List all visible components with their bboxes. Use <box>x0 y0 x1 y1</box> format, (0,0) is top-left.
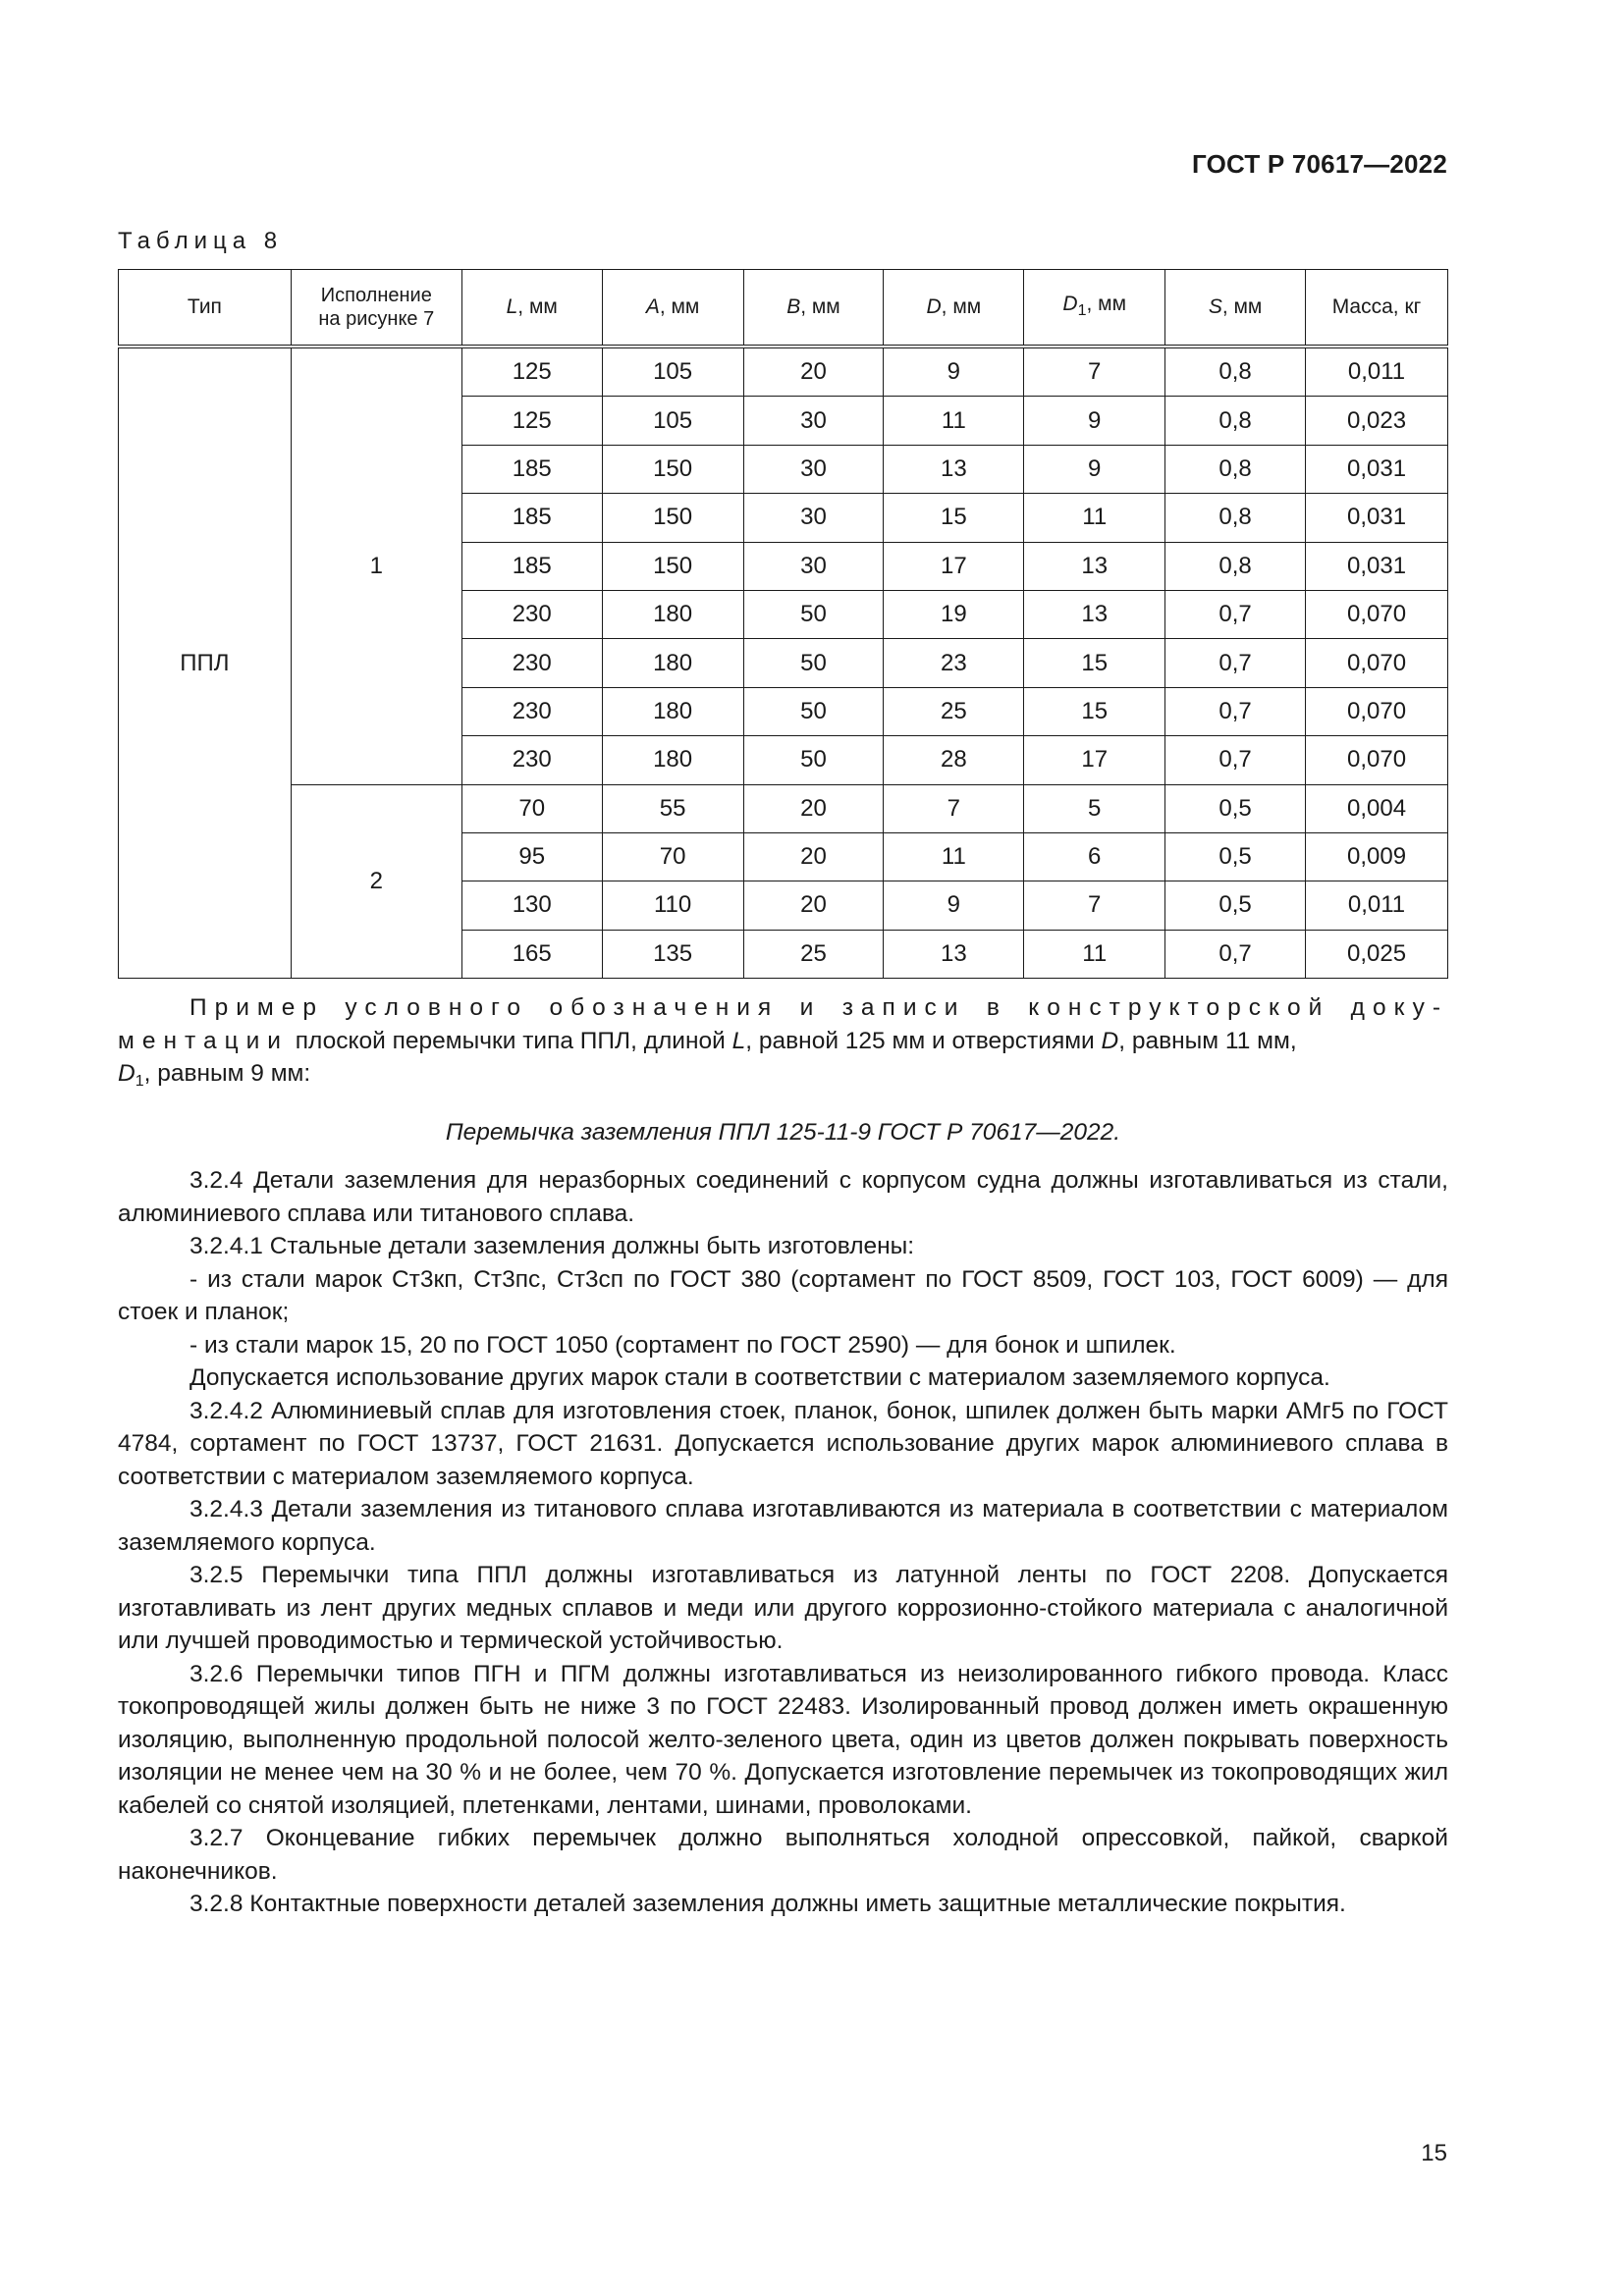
cell-d: 7 <box>884 784 1024 832</box>
cell-b: 50 <box>743 687 884 735</box>
cell-mass: 0,031 <box>1306 494 1448 542</box>
cell-a: 55 <box>602 784 743 832</box>
table-row <box>119 784 1448 832</box>
cell-mass: 0,011 <box>1306 347 1448 397</box>
cell-s: 0,5 <box>1165 881 1306 930</box>
table-caption: Таблица 8 <box>118 228 284 254</box>
cell-l: 185 <box>461 445 602 493</box>
cell-d1: 11 <box>1024 494 1165 542</box>
cell-a: 180 <box>602 687 743 735</box>
cell-execution: 2 <box>291 784 461 979</box>
cell-mass: 0,070 <box>1306 687 1448 735</box>
example-lead: Пример условного обозначения и записи в конструкторской доку- <box>189 994 1448 1021</box>
cell-b: 50 <box>743 639 884 687</box>
cell-l: 130 <box>461 881 602 930</box>
cell-d1: 9 <box>1024 397 1165 445</box>
cell-d: 23 <box>884 639 1024 687</box>
cell-b: 30 <box>743 397 884 445</box>
cell-d1: 15 <box>1024 639 1165 687</box>
cell-d: 28 <box>884 736 1024 784</box>
cell-mass: 0,070 <box>1306 590 1448 638</box>
cell-b: 20 <box>743 881 884 930</box>
cell-l: 125 <box>461 397 602 445</box>
cell-s: 0,5 <box>1165 832 1306 881</box>
cell-d1: 7 <box>1024 347 1165 397</box>
cell-l: 185 <box>461 542 602 590</box>
cell-a: 110 <box>602 881 743 930</box>
cell-l: 70 <box>461 784 602 832</box>
cell-a: 150 <box>602 542 743 590</box>
cell-d: 9 <box>884 347 1024 397</box>
table-row <box>119 347 1448 397</box>
cell-d1: 9 <box>1024 445 1165 493</box>
cell-a: 105 <box>602 347 743 397</box>
cell-d1: 13 <box>1024 590 1165 638</box>
cell-d: 19 <box>884 590 1024 638</box>
cell-d1: 17 <box>1024 736 1165 784</box>
header-S: S, мм <box>1165 270 1306 347</box>
cell-d1: 7 <box>1024 881 1165 930</box>
cell-b: 30 <box>743 494 884 542</box>
cell-a: 180 <box>602 590 743 638</box>
cell-d: 11 <box>884 832 1024 881</box>
cell-s: 0,5 <box>1165 784 1306 832</box>
cell-a: 150 <box>602 445 743 493</box>
cell-s: 0,8 <box>1165 347 1306 397</box>
cell-s: 0,7 <box>1165 639 1306 687</box>
paragraph-3-2-4-3: 3.2.4.3 Детали заземления из титанового сплава изготавливаются из материала в соответствии с материалом заземляемого корпуса. <box>118 1496 1448 1556</box>
example-text: ментации плоской перемычки типа ППЛ, длиной L, равной 125 мм и отверстиями D, равным 11 мм, $D_1$, равным 9 мм: <box>118 1027 1297 1090</box>
cell-l: 230 <box>461 590 602 638</box>
document-code: ГОСТ Р 70617—2022 <box>1192 149 1447 179</box>
cell-mass: 0,009 <box>1306 832 1448 881</box>
cell-l: 230 <box>461 687 602 735</box>
header-A: A, мм <box>602 270 743 347</box>
cell-b: 20 <box>743 347 884 397</box>
cell-mass: 0,031 <box>1306 542 1448 590</box>
cell-l: 165 <box>461 930 602 978</box>
cell-d1: 11 <box>1024 930 1165 978</box>
cell-s: 0,8 <box>1165 445 1306 493</box>
cell-d1: 13 <box>1024 542 1165 590</box>
cell-mass: 0,070 <box>1306 639 1448 687</box>
cell-d1: 6 <box>1024 832 1165 881</box>
cell-l: 230 <box>461 639 602 687</box>
cell-mass: 0,025 <box>1306 930 1448 978</box>
cell-b: 50 <box>743 590 884 638</box>
paragraph-allowed: Допускается использование других марок стали в соответствии с материалом заземляемого корпуса. <box>189 1364 1330 1391</box>
cell-d: 9 <box>884 881 1024 930</box>
header-mass: Масса, кг <box>1306 270 1448 347</box>
cell-s: 0,8 <box>1165 397 1306 445</box>
cell-mass: 0,031 <box>1306 445 1448 493</box>
cell-d: 15 <box>884 494 1024 542</box>
cell-l: 125 <box>461 347 602 397</box>
paragraph-3-2-4-2: 3.2.4.2 Алюминиевый сплав для изготовления стоек, планок, бонок, шпилек должен быть марки АМг5 по ГОСТ 4784, сортамент по ГОСТ 13737, ГОСТ 21631. Допускается использование других марок алюминиевого сплава в соответствии с материалом заземляемого корпуса. <box>118 1397 1448 1490</box>
cell-a: 180 <box>602 736 743 784</box>
example-designation: Перемычка заземления ППЛ 125-11-9 ГОСТ Р 70617—2022. <box>445 1118 1121 1146</box>
list-item-steel-1: - из стали марок Ст3кп, Ст3пс, Ст3сп по ГОСТ 380 (сортамент по ГОСТ 8509, ГОСТ 103, ГОСТ 6009) — для стоек и планок; <box>118 1265 1448 1325</box>
cell-s: 0,7 <box>1165 687 1306 735</box>
cell-l: 230 <box>461 736 602 784</box>
cell-type: ППЛ <box>119 347 292 979</box>
dimensions-table <box>118 269 1448 979</box>
cell-d: 11 <box>884 397 1024 445</box>
cell-d: 17 <box>884 542 1024 590</box>
paragraph-3-2-5: 3.2.5 Перемычки типа ППЛ должны изготавливаться из латунной ленты по ГОСТ 2208. Допускается изготавливать из лент других медных сплавов и меди или другого коррозионно-стойкого материала с аналогичной или лучшей проводимостью и термической устойчивостью. <box>118 1562 1448 1654</box>
cell-b: 20 <box>743 832 884 881</box>
header-D: D, мм <box>884 270 1024 347</box>
list-item-steel-2: - из стали марок 15, 20 по ГОСТ 1050 (сортамент по ГОСТ 2590) — для бонок и шпилек. <box>189 1331 1176 1359</box>
cell-l: 185 <box>461 494 602 542</box>
cell-a: 135 <box>602 930 743 978</box>
paragraph-3-2-4-1: 3.2.4.1 Стальные детали заземления должны быть изготовлены: <box>189 1233 915 1259</box>
cell-b: 50 <box>743 736 884 784</box>
cell-b: 30 <box>743 542 884 590</box>
cell-s: 0,8 <box>1165 494 1306 542</box>
cell-d1: 5 <box>1024 784 1165 832</box>
cell-d1: 15 <box>1024 687 1165 735</box>
cell-d: 13 <box>884 445 1024 493</box>
cell-a: 70 <box>602 832 743 881</box>
cell-s: 0,7 <box>1165 590 1306 638</box>
cell-mass: 0,023 <box>1306 397 1448 445</box>
cell-a: 150 <box>602 494 743 542</box>
cell-s: 0,7 <box>1165 930 1306 978</box>
cell-s: 0,8 <box>1165 542 1306 590</box>
paragraph-3-2-7: 3.2.7 Оконцевание гибких перемычек должно выполняться холодной опрессовкой, пайкой, сваркой наконечников. <box>118 1825 1448 1885</box>
cell-mass: 0,070 <box>1306 736 1448 784</box>
cell-a: 105 <box>602 397 743 445</box>
cell-execution: 1 <box>291 347 461 784</box>
cell-b: 20 <box>743 784 884 832</box>
table-header-row <box>119 270 1448 347</box>
paragraph-3-2-4: 3.2.4 Детали заземления для неразборных соединений с корпусом судна должны изготавливаться из стали, алюминиевого сплава или титанового сплава. <box>118 1167 1448 1227</box>
cell-s: 0,7 <box>1165 736 1306 784</box>
header-D1: $D_1$, мм <box>1024 270 1165 347</box>
header-type: Тип <box>119 270 292 347</box>
cell-a: 180 <box>602 639 743 687</box>
header-B: B, мм <box>743 270 884 347</box>
paragraph-3-2-6: 3.2.6 Перемычки типов ПГН и ПГМ должны изготавливаться из неизолированного гибкого провода. Класс токопроводящей жилы должен быть не ниже 3 по ГОСТ 22483. Изолированный провод должен иметь окрашенную изоляцию, выполненную продольной полосой желто-зеленого цвета, один из цветов должен покрывать поверхность изоляции не менее чем на 30 % и не более, чем 70 %. Допускается изготовление перемычек из токопроводящих жил кабелей со снятой изоляцией, плетенками, лентами, шинами, проволоками. <box>118 1660 1448 1819</box>
page-number: 15 <box>1421 2140 1447 2166</box>
cell-mass: 0,004 <box>1306 784 1448 832</box>
cell-mass: 0,011 <box>1306 881 1448 930</box>
header-L: L, мм <box>461 270 602 347</box>
paragraph-3-2-8: 3.2.8 Контактные поверхности деталей заземления должны иметь защитные металлические покрытия. <box>189 1891 1346 1917</box>
cell-l: 95 <box>461 832 602 881</box>
cell-b: 25 <box>743 930 884 978</box>
body-text <box>118 991 1448 1921</box>
cell-d: 13 <box>884 930 1024 978</box>
cell-b: 30 <box>743 445 884 493</box>
header-execution: Исполнение на рисунке 7 <box>291 270 461 347</box>
cell-d: 25 <box>884 687 1024 735</box>
